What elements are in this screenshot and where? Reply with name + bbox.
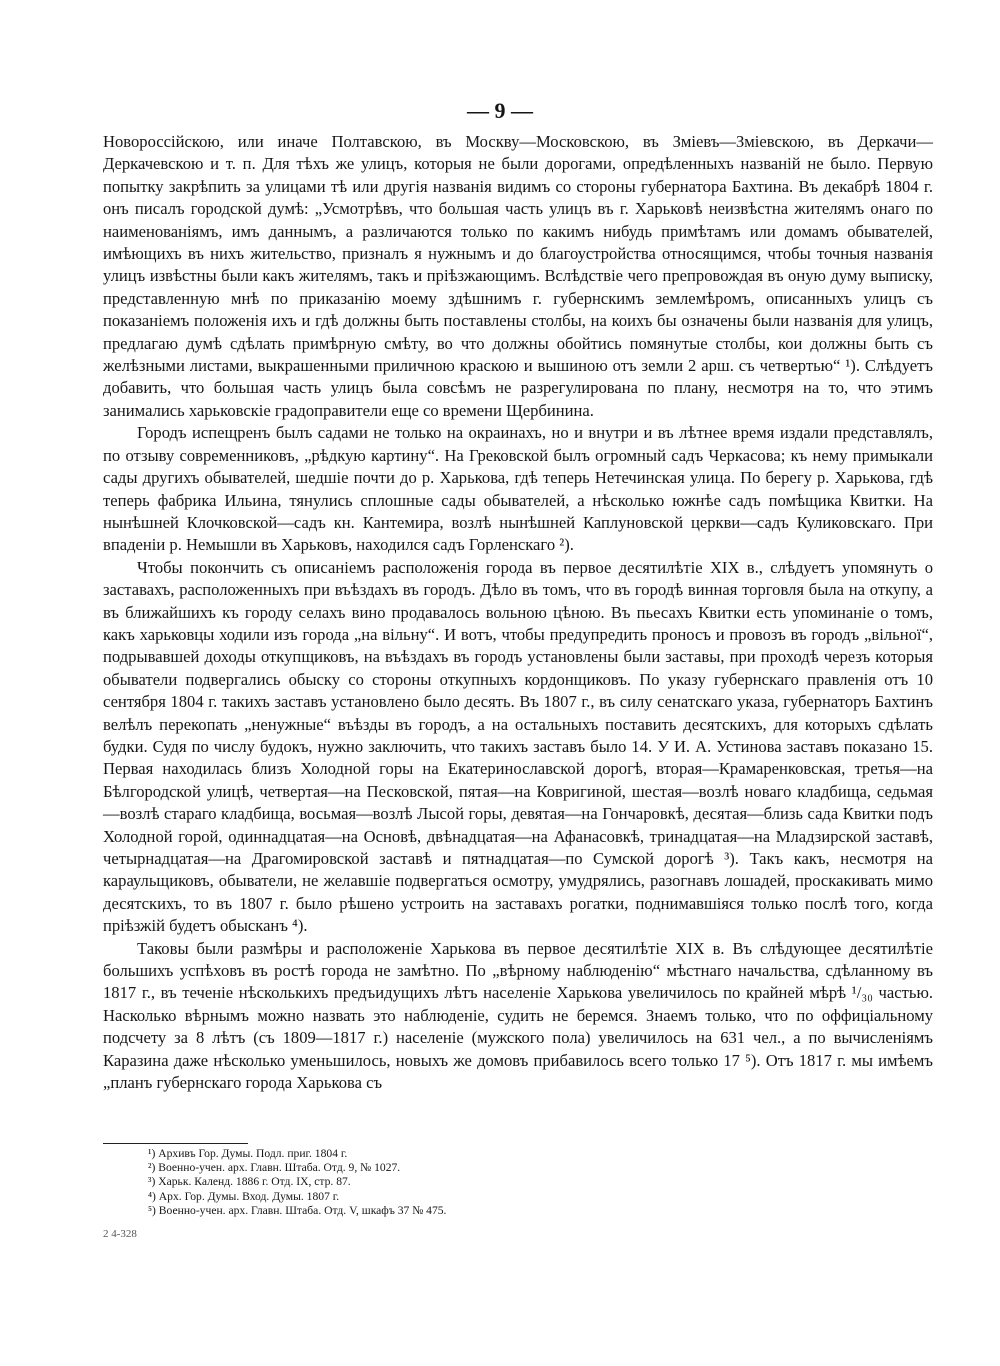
footnote-divider bbox=[103, 1143, 248, 1144]
footnote: ⁵) Военно-учен. арх. Главн. Штаба. Отд. V, шкафъ 37 № 475. bbox=[148, 1203, 447, 1217]
footnote: ²) Военно-учен. арх. Главн. Штаба. Отд. 9, № 1027. bbox=[148, 1161, 401, 1175]
paragraph: Чтобы покончить съ описаніемъ расположенія города въ первое десятилѣтіе XIX в., слѣдуетъ упомянуть о заставахъ, расположенныхъ при въѣздахъ въ городъ. Дѣло въ томъ, что въ городѣ винная торговля была на откупу, а въ ближайшихъ къ городу селахъ вино продавалось вольною цѣною. Въ пьесахъ Квитки есть упоминаніе о томъ, какъ харьковцы ходили изъ города „на вільну“. И вотъ, чтобы предупредить проносъ и провозъ въ городъ „вільної“, подрывавшей доходы откупщиковъ, на въѣздахъ въ городъ установлены были заставы, при проходѣ черезъ которыя обыватели подвергались обыску со стороны откупныхъ кордонщиковъ. По указу губернскаго правленія отъ 10 сентября 1804 г. такихъ заставъ установлено было десять. Въ 1807 г., въ силу сенатскаго указа, губернаторъ Бахтинъ велѣлъ перекопать „ненужные“ въѣзды въ городъ, а на остальныхъ поставить десятскихъ, для которыхъ сдѣлать будки. Судя по числу будокъ, нужно заключить, что такихъ заставъ было 14. У И. А. Устинова заставъ показано 15. Первая находилась близъ Холодной горы на Екатеринославской дорогѣ, вторая—Крамаренковская, третья—на Бѣлгородской улицѣ, четвертая—на Песковской, пятая—на Ковригиной, шестая—возлѣ новаго кладбища, седьмая—возлѣ стараго кладбища, восьмая—возлѣ Лысой горы, девятая—на Гончаровкѣ, десятая—близь сада Квитки подъ Холодной горой, одиннадцатая—на Основѣ, двѣнадцатая—на Афанасовкѣ, тринадцатая—на Младзирской заставѣ, четырнадцатая—на Драгомировской заставѣ и пятнадцатая—по Сумской дорогѣ ³). Такъ какъ, несмотря на караульщиковъ, обыватели, не желавшіе подвергаться осмотру, умудрялись, разогнавъ лошадей, проскакивать мимо десятскихъ, то въ 1807 г. было рѣшено устроить на заставахъ рогатки, поднимавшіяся только послѣ того, когда пріѣзжій будетъ обысканъ ⁴). bbox=[103, 557, 933, 936]
page-number: — 9 — bbox=[467, 98, 533, 123]
footnote: ³) Харьк. Календ. 1886 г. Отд. IX, стр. 87. bbox=[148, 1175, 351, 1189]
paragraph: Таковы были размѣры и расположеніе Харькова въ первое десятилѣтіе XIX в. Въ слѣдующее десятилѣтіе большихъ успѣховъ въ ростѣ города не замѣтно. По „вѣрному наблюденію“ мѣстнаго начальства, сдѣланному въ 1817 г., въ теченіе нѣсколькихъ предъидущихъ лѣтъ населеніе Харькова увеличилось по крайней мѣрѣ ¹/₃₀ частью. Насколько вѣрнымъ можно назвать это наблюденіе, судить не беремся. Знаемъ только, что по оффиціальному подсчету за 8 лѣтъ (съ 1809—1817 г.) населеніе (мужского пола) увеличилось на 631 чел., а по вычисленіямъ Каразина даже нѣсколько уменьшилось, новыхъ же домовъ прибавилось всего только 17 ⁵). Отъ 1817 г. мы имѣемъ „планъ губернскаго города Харькова съ bbox=[103, 938, 933, 1093]
paragraph: Городъ испещренъ былъ садами не только на окраинахъ, но и внутри и въ лѣтнее время издали представлялъ, по отзыву современниковъ, „рѣдкую картину“. На Грековской былъ огромный садъ Черкасова; къ нему примыкали сады другихъ обывателей, шедшіе почти до р. Харькова, гдѣ теперь Нетечинская улица. По берегу р. Харькова, гдѣ теперь фабрика Ильина, тянулись сплошные сады обывателей, а нѣсколько южнѣе садъ помѣщика Квитки. На нынѣшней Клочковской—садъ кн. Кантемира, возлѣ нынѣшней Каплуновской церкви—садъ Куликовскаго. При впаденіи р. Немышли въ Харьковъ, находился садъ Горленскаго ²). bbox=[103, 423, 933, 555]
footnote: ¹) Архивъ Гор. Думы. Подл. приг. 1804 г. bbox=[148, 1147, 348, 1160]
body-text bbox=[103, 131, 933, 1094]
printer-signature: 2 4-328 bbox=[103, 1228, 137, 1240]
paragraph: Новороссійскою, или иначе Полтавскою, въ Москву—Московскою, въ Зміевъ—Зміевскою, въ Деркачи—Деркачевскою и т. п. Для тѣхъ же улицъ, которыя не были дорогами, опредѣленныхъ названій не было. Первую попытку закрѣпить за улицами тѣ или другія названія видимъ со стороны губернатора Бахтина. Въ декабрѣ 1804 г. онъ писалъ городской думѣ: „Усмотрѣвъ, что большая часть улицъ въ г. Харьковѣ неизвѣстна жителямъ онаго по наименованіямъ, имъ даннымъ, а различаются только по какимъ нибудь примѣтамъ или домамъ обывателей, имѣющихъ въ нихъ жительство, призналъ я нужнымъ и до благоустройства относящимся, чтобы точныя названія улицъ извѣстны были какъ жителямъ, такъ и пріѣзжающимъ. Вслѣдствіе чего препровождая въ оную думу выписку, представленную мнѣ по приказанію моему здѣшнимъ г. губернскимъ землемѣромъ, описанныхъ улицъ съ показаніемъ положенія ихъ и гдѣ должны быть поставлены столбы, на коихъ бы означены были названія для улицъ, предлагаю думѣ сдѣлать примѣрную смѣту, во что должны обойтись помянутые столбы, кои должны быть съ желѣзными листами, выкрашенными приличною краскою и вышиною отъ земли 2 арш. съ четвертью“ ¹). Слѣдуетъ добавить, что большая часть улицъ была совсѣмъ не разрегулирована по плану, несмотря на то, что этимъ занимались харьковскіе градоправители еще со времени Щербинина. bbox=[103, 132, 933, 420]
footnote: ⁴) Арх. Гор. Думы. Вход. Думы. 1807 г. bbox=[148, 1189, 340, 1203]
footnotes bbox=[148, 1147, 748, 1218]
